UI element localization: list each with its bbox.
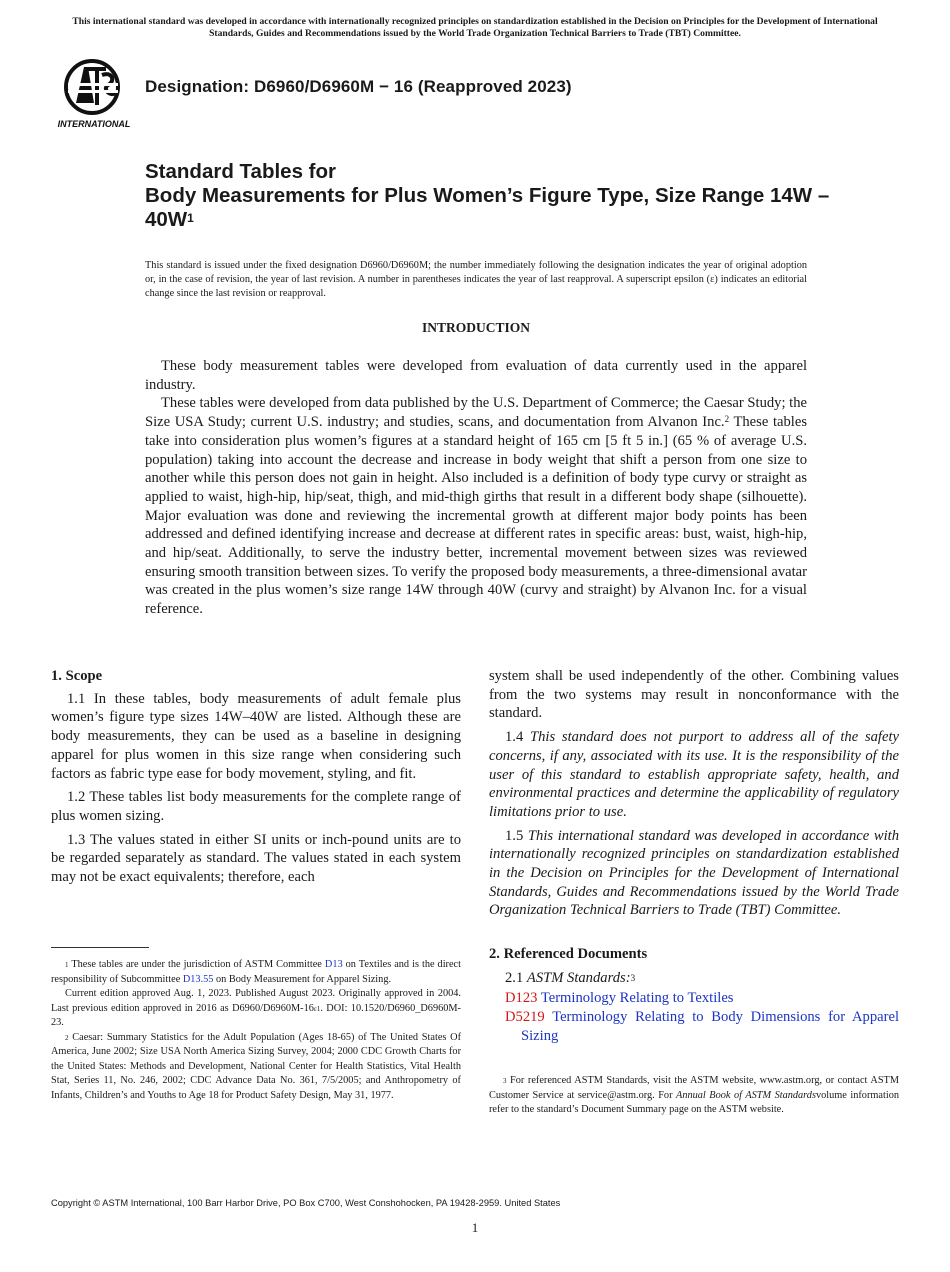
title-footnote-mark: 1 [187, 211, 194, 225]
referenced-documents-heading: 2. Referenced Documents [489, 946, 648, 962]
astm-standards-subheading [489, 969, 899, 988]
edition-text-b: . DOI: 10.1520/D6960_D6960M-23. [51, 1002, 461, 1028]
section-1-5 [489, 827, 899, 921]
footnote-3-italic: Annual Book of ASTM Standards [676, 1089, 816, 1101]
copyright: Copyright © ASTM International, 100 Barr Harbor Drive, PO Box C700, West Conshohocken, PA 19428-2959. United States [51, 1198, 561, 1208]
title-line-1: Standard Tables for [145, 160, 336, 183]
footnote-3-ref[interactable]: 3 [630, 973, 636, 984]
footnote-2-ref[interactable]: 2 [724, 414, 730, 425]
subcommittee-d13-55-link[interactable]: D13.55 [182, 973, 214, 985]
committee-d13-link[interactable]: D13 [324, 959, 343, 970]
introduction-heading: INTRODUCTION [421, 320, 530, 335]
section-1-4-number: 1.4 [505, 729, 524, 746]
ref-code-d123[interactable]: D123 [505, 989, 538, 1006]
page-title [145, 160, 845, 232]
subsection-label: ASTM Standards: [526, 970, 631, 987]
footnotes-left [51, 958, 461, 1103]
ref-title-d5219[interactable]: Terminology Relating to Body Dimensions for Apparel Sizing [521, 1008, 899, 1045]
footnote-1-text-b: on Textiles and is the direct responsibility of Subcommittee [51, 959, 461, 985]
footnote-2 [51, 1031, 461, 1104]
footnote-1-text-a: These tables are under the jurisdiction of ASTM Committee [71, 959, 325, 970]
footnote-2-mark: 2 [65, 1033, 69, 1042]
footnote-3-text-a: For referenced ASTM Standards, visit the ASTM website, www.astm.org, or contact ASTM Customer Service at service@astm.org. For [489, 1075, 899, 1101]
section-1-4 [489, 728, 899, 822]
footnote-3-mark: 3 [503, 1077, 507, 1085]
edition-epsilon: ε1 [313, 1004, 321, 1013]
ref-item-d123[interactable] [489, 989, 899, 1008]
footnote-3-text-b: volume information refer to the standard’s Document Summary page on the ASTM website. [489, 1089, 899, 1115]
tbt-notice: This international standard was developed in accordance with internationally recognized principles on standardization established in the Decision on Principles for the Development of International Standards, Guides and Recommendations issued by the World Trade Organization Technical Barriers to Trade (TBT) Committee. [72, 16, 878, 39]
footnote-3 [489, 1074, 899, 1118]
ref-item-d5219[interactable] [489, 1008, 899, 1047]
ref-code-d5219[interactable]: D5219 [505, 1008, 545, 1025]
edition-text-a: Current edition approved Aug. 1, 2023. Published August 2023. Originally approved in 2004. Last previous edition approved in 2016 as D6960/D6960M-16 [51, 988, 461, 1014]
ref-title-d123[interactable]: Terminology Relating to Textiles [540, 989, 734, 1006]
footnote-1-edition [51, 987, 461, 1031]
intro-paragraph-1: These body measurement tables were developed from evaluation of data currently used in the apparel industry. [145, 358, 807, 393]
left-column [51, 667, 461, 892]
subsection-number: 2.1 [505, 970, 524, 987]
footnote-1-text-c: on Body Measurement for Apparel Sizing. [213, 973, 392, 985]
section-1-1: 1.1 In these tables, body measurements of adult female plus women’s figure type sizes 14W–40W are listed. Although these are body measurements, they can be used as a baseline in designing apparel for plus women in this size range when considering such factors as fabric type ease for body movement, styling, and fit. [51, 690, 461, 782]
section-1-3: 1.3 The values stated in either SI units or inch-pound units are to be regarded separately as standard. The values stated in each system may not be exact equivalents; therefore, each [51, 831, 461, 886]
intro-paragraph-2 [145, 394, 807, 618]
scope-heading: 1. Scope [51, 668, 103, 684]
footnote-3-paragraph [489, 1074, 899, 1118]
section-1-5-number: 1.5 [505, 827, 524, 844]
footnote-divider [51, 947, 149, 948]
section-1-5-text: This international standard was developed in accordance with internationally recognized principles on standardization established in the Decision on Principles for the Development of International Standards, Guides and Recommendations issued by the World Trade Organization Technical Barriers to Trade (TBT) Committee. [489, 827, 900, 919]
footnote-2-text: Caesar: Summary Statistics for the Adult Population (Ages 18-65) of The United States Of America, June 2002; Size USA North America Sizing Survey, 2004; 2000 CDC Growth Charts for the United States: Methods and Development, National Center for Health Statistics, Vital Health Stat, Series 11, No. 246, 2002; CDC Advance Data No. 361, 7/5/2005; and Anthropometry of Infants, Children’s and Youths to Age 18 for Product Safety Design, May 31, 1977. [51, 1031, 462, 1101]
section-1-3-continued: system shall be used independently of the other. Combining values from the two systems may result in nonconformance with the standard. [489, 668, 899, 722]
referenced-documents [489, 945, 899, 1046]
title-line-2: Body Measurements for Plus Women’s Figure Type, Size Range 14W – 40W [145, 184, 830, 231]
section-1-2: 1.2 These tables list body measurements for the complete range of plus women sizing. [51, 789, 461, 824]
introduction [145, 357, 807, 619]
intro-p2-b: These tables take into consideration plus women’s figures at a standard height of 165 cm [5 ft 5 in.] (65 % of average U.S. population) taking into account the decrease and increase in body weight that shift a person from one size to another while this person does not gain in height. Also included is a definition of body type curvy or straight as applied to waist, high-hip, hip/seat, thigh, and mid-thigh girths that result in a different body shape (silhouette). Major evaluation was done and reviewing the incremental growth at different major body points has been addressed and defined identifying increase and decrease at different rates in specific areas: bust, waist, high-hip, and hip/seat. Additionally, to serve the industry better, incremental movement between sizes was reviewed ensuring smooth transition between sizes. To verify the proposed body measurements, a three-dimensional avatar was created in the plus women’s size range 14W through 40W (curvy and straight) by Alvanon Inc. for a visual reference. [145, 414, 808, 618]
section-1-4-text: This standard does not purport to address all of the safety concerns, if any, associated with its use. It is the responsibility of the user of this standard to establish appropriate safety, health, and environmental practices and determine the applicability of regulatory limitations prior to use. [489, 729, 899, 820]
footnote-1-mark: 1 [65, 961, 69, 969]
designation: Designation: D6960/D6960M − 16 (Reapproved 2023) [145, 77, 572, 96]
astm-logo [54, 57, 134, 129]
issue-note: This standard is issued under the fixed designation D6960/D6960M; the number immediately following the designation indicates the year of original adoption or, in the case of revision, the year of last revision. A number in parentheses indicates the year of last reapproval. A superscript epsilon (ε) indicates an editorial change since the last revision or reapproval. [145, 260, 807, 299]
right-column [489, 667, 899, 925]
logo-text: INTERNATIONAL [57, 119, 131, 129]
astm-logo-icon [54, 57, 134, 129]
intro-p2-a: These tables were developed from data published by the U.S. Department of Commerce; the Caesar Study; the Size USA Study; current U.S. industry; and studies, scans, and documentation from Alvanon Inc. [145, 395, 807, 431]
page-number: 1 [471, 1220, 479, 1235]
footnote-1 [51, 958, 461, 987]
